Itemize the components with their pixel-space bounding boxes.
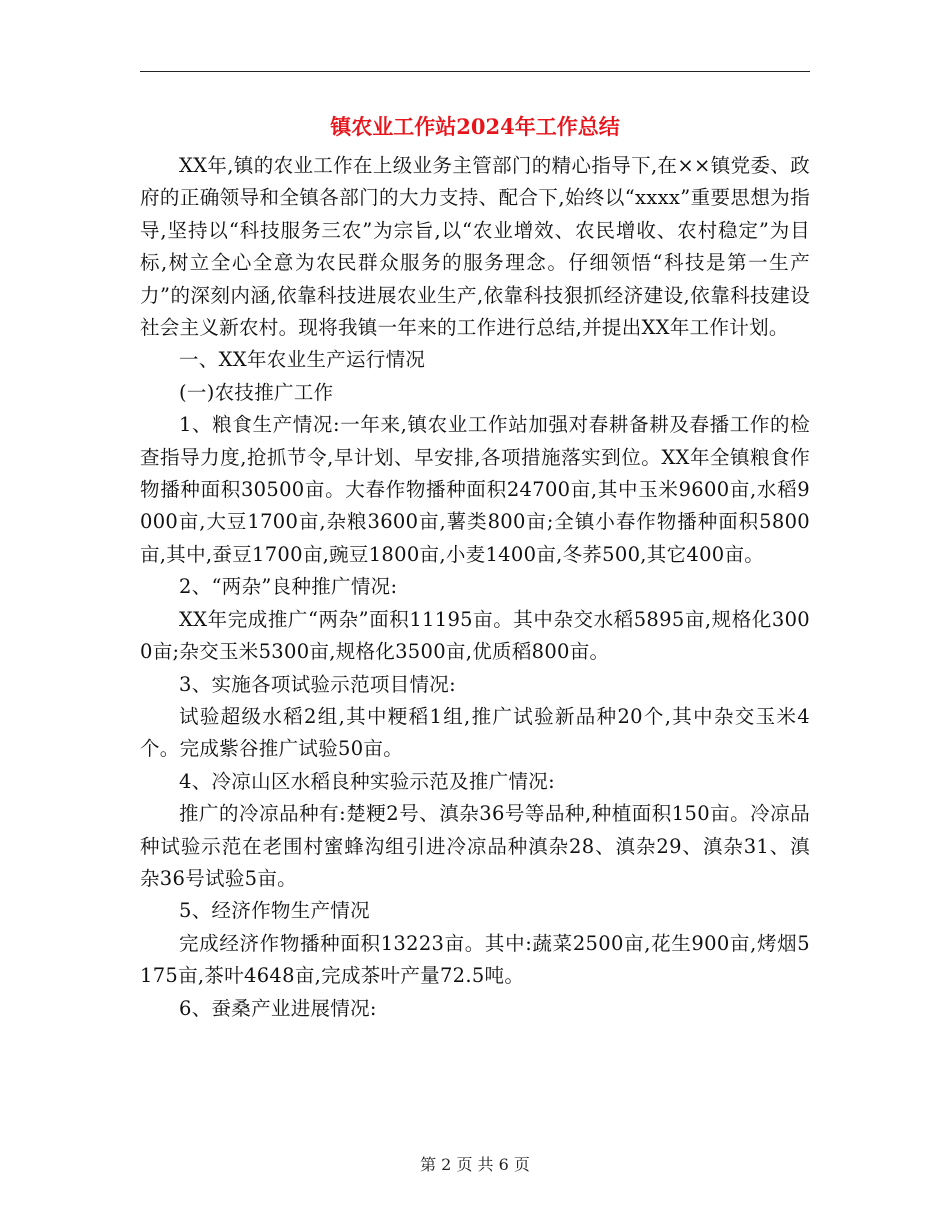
paragraph-seeds: XX年完成推广“两杂”面积11195亩。其中杂交水稻5895亩,规格化3000亩;杂交玉米5300亩,规格化3500亩,优质稻800亩。 [140,607,810,664]
item-heading-sericulture: 6、蚕桑产业进展情况: [179,996,377,1020]
paragraph-grain: 1、粮食生产情况:一年来,镇农业工作站加强对春耕备耕及春播工作的检查指导力度,抢抓节令,早计划、早安排,各项措施落实到位。XX年全镇粮食作物播种面积30500亩。大春作物播种面积24700亩,其中玉米9600亩,水稻9000亩,大豆1700亩,杂粮3600亩,薯类800亩;全镇小春作物播种面积5800亩,其中,蚕豆1700亩,豌豆1800亩,小麦1400亩,冬荞500,其它400亩。 [140,413,810,566]
item-heading-cash-crops: 5、经济作物生产情况 [179,899,370,923]
paragraph-trials: 试验超级水稻2组,其中粳稻1组,推广试验新品种20个,其中杂交玉米4个。完成紫谷推广试验50亩。 [140,704,810,761]
section-heading: 一、XX年农业生产运行情况 [179,348,426,372]
document-title: 镇农业工作站2024年工作总结 [330,114,620,139]
header-rule [140,71,810,72]
item-heading-seeds: 2、“两杂”良种推广情况: [179,575,398,599]
document-body [140,150,810,1025]
page-footer: 第 2 页 共 6 页 [420,1155,530,1174]
item-heading-trials: 3、实施各项试验示范项目情况: [179,672,456,696]
item-heading-cold-rice: 4、冷凉山区水稻良种实验示范及推广情况: [179,769,555,793]
paragraph-cold-rice: 推广的冷凉品种有:楚粳2号、滇杂36号等品种,种植面积150亩。冷凉品种试验示范在老围村蜜蜂沟组引进冷凉品种滇杂28、滇杂29、滇杂31、滇杂36号试验5亩。 [140,802,810,890]
paragraph-cash-crops: 完成经济作物播种面积13223亩。其中:蔬菜2500亩,花生900亩,烤烟5175亩,茶叶4648亩,完成茶叶产量72.5吨。 [140,931,810,988]
subsection-heading: (一)农技推广工作 [179,380,334,404]
paragraph-intro: XX年,镇的农业工作在上级业务主管部门的精心指导下,在××镇党委、政府的正确领导和全镇各部门的大力支持、配合下,始终以“xxxx”重要思想为指导,坚持以“科技服务三农”为宗旨,以“农业增效、农民增收、农村稳定”为目标,树立全心全意为农民群众服务的服务理念。仔细领悟“科技是第一生产力”的深刻内涵,依靠科技进展农业生产,依靠科技狠抓经济建设,依靠科技建设社会主义新农村。现将我镇一年来的工作进行总结,并提出XX年工作计划。 [140,154,810,340]
